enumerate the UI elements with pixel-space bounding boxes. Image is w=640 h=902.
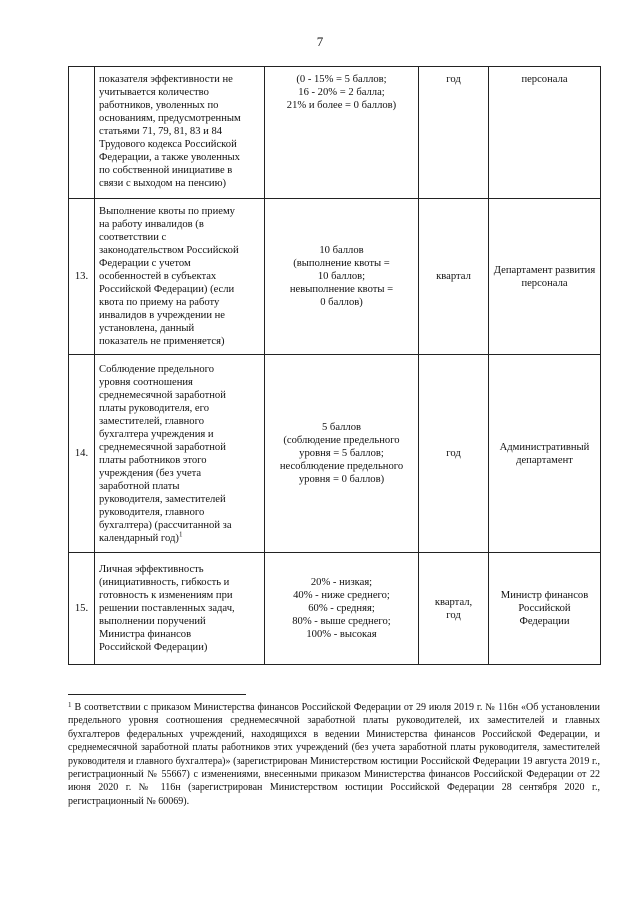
score-criteria-line: 0 баллов) — [320, 297, 363, 308]
responsible-unit-line: Департамент развития — [493, 264, 596, 276]
indicator-name-line: уровня соотношения — [99, 376, 193, 388]
indicator-name-line: Соблюдение предельного — [99, 363, 215, 375]
score-criteria — [265, 553, 419, 665]
indicator-name-line: среднемесячной заработной — [99, 389, 226, 401]
responsible-unit-line: Административный — [499, 441, 590, 453]
indicator-name-line: руководителя, заместителей — [99, 493, 226, 505]
table-row — [69, 67, 601, 199]
footnote-text: В соответствии с приказом Министерства финансов Российской Федерации от 29 июля 2019 г. № 116н «Об установлении предельного уровня соотношения среднемесячной заработной платы руководителей, их заместителей и главных бухгалтеров федеральных учреждений, находящихся в ведении Министерства финансов Российской Федерации, и среднемесячной заработной платы работников этих учреждений (без учета заработной платы руководителя, заместителей руководителя и главного бухгалтера)» (зарегистрирован Министерством юстиции Российской Федерации 19 августа 2019 г., регистрационный № 55667) с изменениями, внесенными приказом Министерства финансов Российской Федерации от 22 июня 2020 г. № 116н (зарегистрирован Министерством юстиции Российской Федерации 28 сентября 2020 г., регистрационный № 60069). — [68, 702, 600, 807]
score-criteria-line: 16 - 20% = 2 балла; — [298, 87, 385, 98]
score-criteria-line: 10 баллов — [319, 245, 364, 256]
indicator-name-line: выполнении поручений — [99, 616, 206, 627]
indicator-name-line: учитывается количество — [99, 87, 209, 98]
indicator-name-line: платы руководителя, его — [99, 402, 209, 414]
score-criteria-line: 20% - низкая; — [310, 577, 373, 588]
indicator-name-line: Трудового кодекса Российской — [99, 139, 237, 150]
indicator-name — [95, 199, 265, 355]
indicator-name-line: связи с выходом на пенсию) — [99, 178, 227, 189]
page-number: 7 — [316, 34, 324, 49]
indicator-name-line: законодательством Российской — [99, 245, 239, 256]
indicator-name-line: заместителей, главного — [99, 415, 204, 427]
indicator-name-line: Федерации с учетом — [99, 258, 191, 269]
indicator-name-line: готовность к изменениям при — [99, 590, 233, 601]
row-number: 15. — [69, 553, 95, 665]
responsible-unit — [489, 199, 601, 355]
indicator-name — [95, 67, 265, 199]
row-number: 14. — [69, 355, 95, 553]
score-criteria-line: 80% - выше среднего; — [292, 616, 391, 627]
score-criteria — [265, 199, 419, 355]
indicator-name-line: среднемесячной заработной — [99, 441, 226, 453]
indicator-name-line: Российской Федерации) (если — [99, 284, 235, 295]
score-criteria-line: 40% - ниже среднего; — [293, 590, 390, 601]
footnote-reference: 1 — [178, 529, 183, 538]
indicator-name-line: показатель не применяется) — [99, 336, 225, 347]
indicator-name-line: Выполнение квоты по приему — [99, 206, 235, 217]
indicator-name-line: решении поставленных задач, — [99, 603, 235, 614]
responsible-unit-line: Федерации — [519, 616, 570, 627]
score-criteria-line: (0 - 15% = 5 баллов; — [296, 74, 387, 85]
responsible-unit — [489, 67, 601, 199]
footnote-mark: 1 — [68, 701, 72, 709]
indicator-name-line: работников, уволенных по — [99, 100, 219, 111]
assessment-period — [419, 199, 489, 355]
score-criteria-line: (соблюдение предельного — [283, 435, 400, 446]
score-criteria-line: уровня = 0 баллов) — [298, 474, 385, 485]
responsible-unit-line: персонала — [521, 277, 568, 289]
table-row — [69, 553, 601, 665]
assessment-period — [419, 67, 489, 199]
assessment-period-line: квартал — [436, 271, 471, 282]
indicator-name-line: на работу инвалидов (в — [99, 219, 204, 230]
assessment-period-line: год — [446, 609, 461, 621]
score-criteria-line: 60% - средняя; — [308, 603, 375, 614]
indicator-name-line: Российской Федерации) — [99, 642, 208, 653]
assessment-period-line: год — [446, 448, 461, 459]
indicator-name-line: статьями 71, 79, 81, 83 и 84 — [99, 126, 223, 137]
indicator-name-line: Личная эффективность — [99, 564, 204, 575]
assessment-period — [419, 553, 489, 665]
indicator-name-line: квота по приему на работу — [99, 297, 220, 308]
indicator-name-line: установлена, данный — [99, 323, 195, 334]
row-number — [69, 67, 95, 199]
indicator-name-line: инвалидов в учреждении не — [99, 310, 226, 321]
score-criteria-line: невыполнение квоты = — [289, 284, 394, 295]
table-row — [69, 355, 601, 553]
indicator-name-line: основаниям, предусмотренным — [99, 113, 241, 124]
responsible-unit-line: персонала — [521, 74, 568, 85]
table-row — [69, 199, 601, 355]
score-criteria-line: уровня = 5 баллов; — [299, 448, 384, 459]
criteria-table — [68, 66, 601, 665]
score-criteria-line: 10 баллов; — [317, 271, 366, 282]
assessment-period — [419, 355, 489, 553]
score-criteria — [265, 355, 419, 553]
score-criteria-line: 100% - высокая — [306, 629, 377, 640]
indicator-name-line: (инициативность, гибкость и — [99, 577, 230, 588]
score-criteria-line: (выполнение квоты = — [293, 258, 390, 269]
row-number: 13. — [69, 199, 95, 355]
assessment-period-line: квартал, — [434, 596, 473, 608]
responsible-unit — [489, 553, 601, 665]
indicator-name — [95, 553, 265, 665]
responsible-unit-line: Министр финансов — [500, 590, 589, 601]
indicator-name-line: соответствии с — [99, 232, 167, 243]
indicator-name-line: показателя эффективности не — [99, 74, 233, 85]
indicator-name-line: заработной платы — [99, 480, 180, 492]
footnote — [68, 701, 600, 808]
score-criteria-line: 21% и более = 0 баллов) — [286, 100, 397, 111]
responsible-unit-line: Российской — [518, 603, 571, 614]
footnote-separator — [68, 694, 246, 695]
indicator-name-line: Министра финансов — [99, 629, 192, 640]
responsible-unit — [489, 355, 601, 553]
indicator-name-line: Федерации, а также уволенных — [99, 152, 240, 163]
indicator-name — [95, 355, 265, 553]
indicator-name-line: учреждения (без учета — [99, 467, 202, 479]
indicator-name-line: особенностей в субъектах — [99, 271, 217, 282]
indicator-name-line: бухгалтера учреждения и — [99, 428, 214, 440]
score-criteria-line: несоблюдение предельного — [279, 461, 404, 472]
indicator-name-line: по собственной инициативе в — [99, 165, 233, 176]
indicator-name-line: руководителя, главного — [99, 506, 205, 518]
indicator-name-line: платы работников этого — [99, 454, 207, 466]
indicator-name-line: бухгалтера) (рассчитанной за — [99, 519, 232, 531]
indicator-name-line: календарный год) — [99, 532, 179, 544]
score-criteria — [265, 67, 419, 199]
assessment-period-line: год — [446, 74, 461, 85]
responsible-unit-line: департамент — [516, 454, 573, 466]
score-criteria-line: 5 баллов — [321, 422, 361, 433]
